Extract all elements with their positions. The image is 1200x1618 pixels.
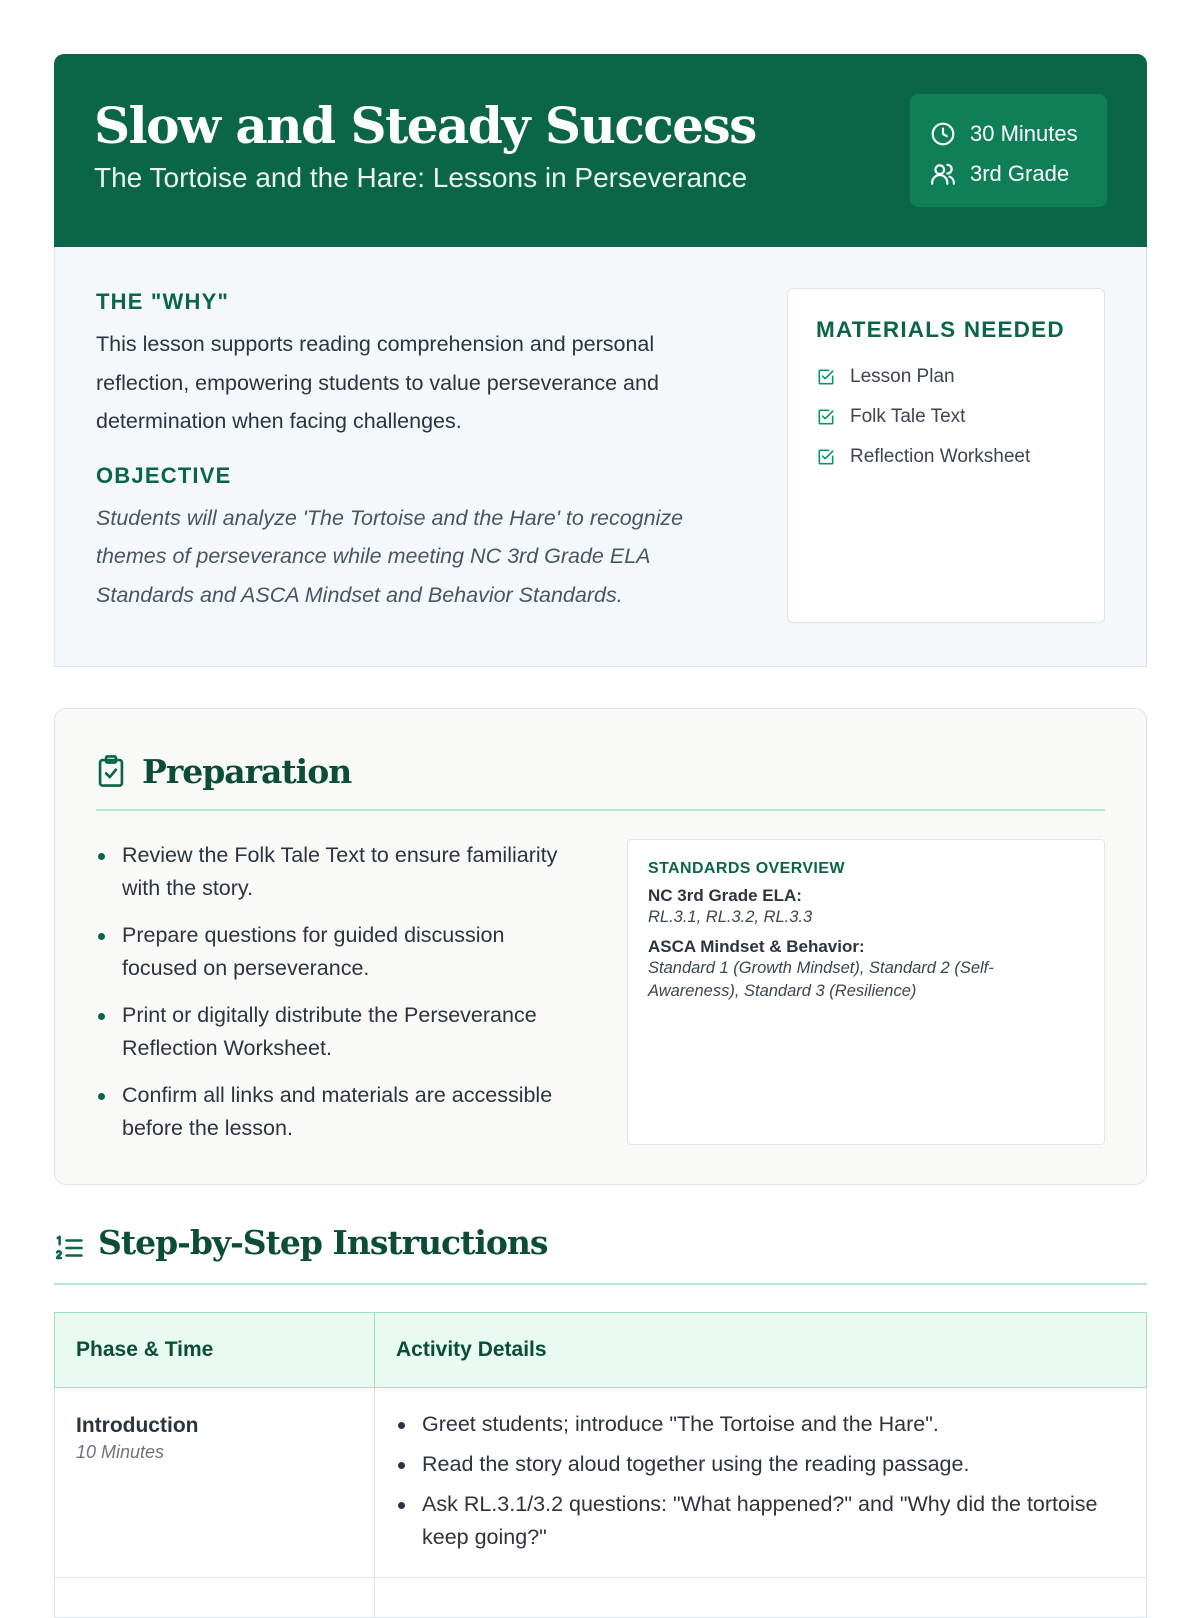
- material-label: Lesson Plan: [850, 366, 955, 387]
- grade-row: [930, 154, 1107, 194]
- materials-list: [816, 357, 1104, 477]
- checkbox-checked-icon: [816, 447, 836, 467]
- users-icon: [930, 161, 956, 187]
- asca-standards-heading: ASCA Mindset & Behavior:: [648, 937, 865, 956]
- material-item: [816, 397, 1104, 437]
- phase-cell: [55, 1388, 375, 1578]
- activity-cell: [375, 1388, 1147, 1578]
- phase-name: Introduction: [76, 1414, 199, 1437]
- phase-time: 10 Minutes: [76, 1442, 165, 1462]
- preparation-item: Print or digitally distribute the Perseverance Reflection Worksheet.: [96, 999, 566, 1065]
- clock-icon: [930, 121, 956, 147]
- clipboard-check-icon: [96, 754, 126, 788]
- numbered-list-icon: [54, 1233, 84, 1263]
- preparation-item: Prepare questions for guided discussion focused on perseverance.: [96, 919, 566, 985]
- why-text: This lesson supports reading comprehension and personal reflection, empowering students to value perseverance and determination when facing challenges.: [96, 332, 659, 433]
- overview-panel: [54, 247, 1147, 667]
- preparation-header: [96, 752, 1105, 811]
- material-item: [816, 357, 1104, 397]
- checkbox-checked-icon: [816, 407, 836, 427]
- table-header-row: [55, 1313, 1147, 1388]
- why-objective-column: [96, 289, 746, 614]
- standards-heading: STANDARDS OVERVIEW: [648, 860, 845, 877]
- lesson-header: [54, 54, 1147, 247]
- steps-table: [54, 1312, 1147, 1618]
- materials-card: [787, 288, 1105, 623]
- grade-text: 3rd Grade: [970, 161, 1070, 186]
- activity-item: Greet students; introduce "The Tortoise and the Hare".: [396, 1408, 1126, 1441]
- duration-row: [930, 114, 1107, 154]
- steps-title: Step-by-Step Instructions: [98, 1223, 548, 1262]
- preparation-item: Confirm all links and materials are accessible before the lesson.: [96, 1079, 566, 1145]
- preparation-title: Preparation: [142, 752, 352, 791]
- column-header-activity: Activity Details: [375, 1313, 1147, 1388]
- standards-overview-card: [627, 839, 1105, 1145]
- materials-heading: MATERIALS NEEDED: [816, 317, 1065, 342]
- objective-heading: OBJECTIVE: [96, 462, 232, 488]
- ela-standards-value: RL.3.1, RL.3.2, RL.3.3: [648, 908, 813, 926]
- activity-item: Ask RL.3.1/3.2 questions: "What happened?" and "Why did the tortoise keep going?": [396, 1488, 1126, 1554]
- page-subtitle: The Tortoise and the Hare: Lessons in Perseverance: [94, 162, 748, 193]
- table-row: [55, 1578, 1147, 1618]
- ela-standards-heading: NC 3rd Grade ELA:: [648, 886, 802, 905]
- phase-cell: [55, 1578, 375, 1618]
- activity-item: Read the story aloud together using the reading passage.: [396, 1448, 1126, 1481]
- material-label: Folk Tale Text: [850, 406, 966, 427]
- material-label: Reflection Worksheet: [850, 446, 1031, 467]
- steps-header: [54, 1223, 1147, 1285]
- lesson-plan-page: [54, 54, 1147, 1618]
- why-heading: THE "WHY": [96, 289, 230, 314]
- activity-list: [396, 1408, 1126, 1554]
- duration-text: 30 Minutes: [970, 121, 1078, 146]
- page-title: Slow and Steady Success: [94, 96, 756, 155]
- preparation-card: [54, 708, 1147, 1185]
- preparation-item: Review the Folk Tale Text to ensure familiarity with the story.: [96, 839, 566, 905]
- checkbox-checked-icon: [816, 367, 836, 387]
- activity-cell: [375, 1578, 1147, 1618]
- objective-text: Students will analyze 'The Tortoise and the Hare' to recognize themes of perseverance while meeting NC 3rd Grade ELA Standards and ASCA Mindset and Behavior Standards.: [96, 505, 684, 607]
- table-row: [55, 1388, 1147, 1578]
- column-header-phase: Phase & Time: [55, 1313, 375, 1388]
- material-item: [816, 437, 1104, 477]
- preparation-list: [96, 839, 566, 1159]
- lesson-meta-box: [910, 94, 1107, 207]
- asca-standards-value: Standard 1 (Growth Mindset), Standard 2 (Self-Awareness), Standard 3 (Resilience): [648, 959, 994, 1000]
